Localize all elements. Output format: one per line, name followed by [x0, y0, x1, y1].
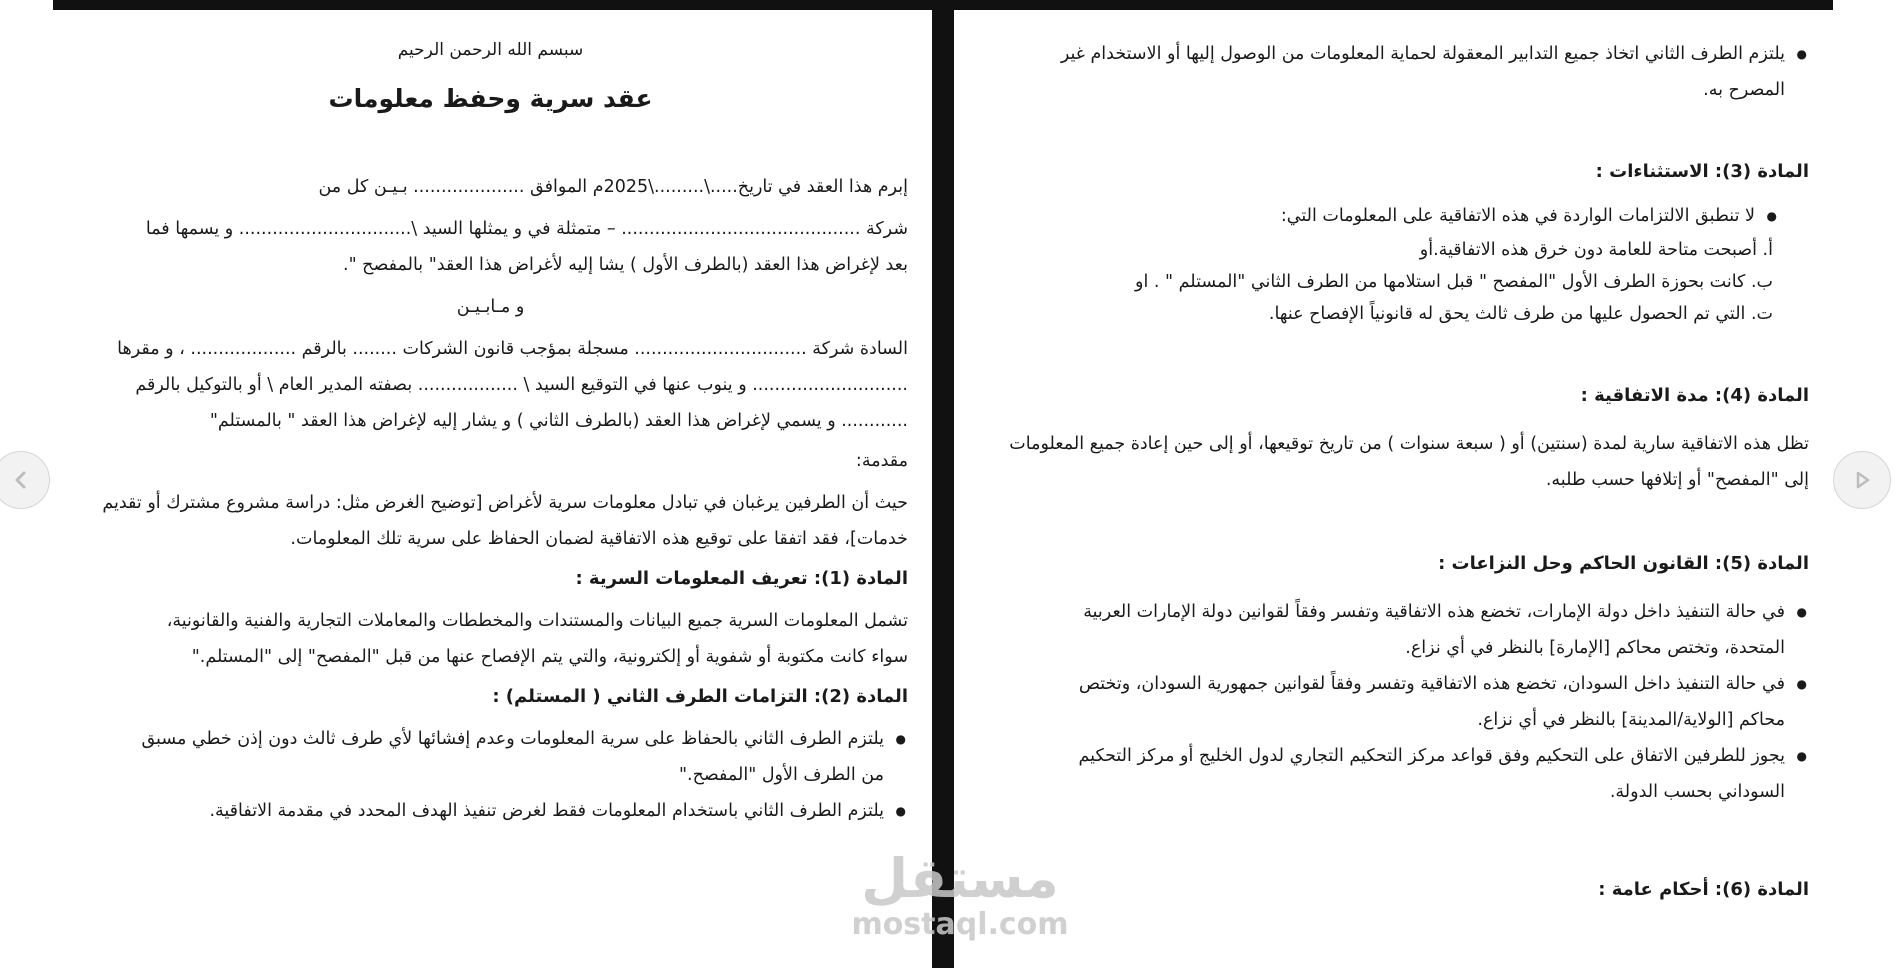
article-2-bullet-3-line-2: المصرح به.	[1703, 80, 1785, 100]
intro-line: إبرم هذا العقد في تاريخ.....\.........\2025م الموافق .................... بـيـن كل من	[318, 177, 908, 197]
article-4-heading: المادة (4): مدة الاتفاقية :	[1580, 385, 1809, 406]
article-5-bullet-3-line-2: السوداني بحسب الدولة.	[1609, 782, 1785, 802]
article-6-heading: المادة (6): أحكام عامة :	[1598, 879, 1809, 900]
preamble-line-2: خدمات]، فقد اتفقا على توقيع هذه الاتفاقية لضمان الحفاظ على سرية تلك المعلومات.	[290, 529, 908, 549]
next-page-button[interactable]	[1833, 451, 1891, 509]
preamble-line-1: حيث أن الطرفين يرغبان في تبادل معلومات سرية لأغراض [توضيح الغرض مثل: دراسة مشروع مشترك أو تقديم	[102, 493, 908, 513]
between-label: و مـابـيـن	[456, 297, 525, 317]
article-5-heading: المادة (5): القانون الحاكم وحل النزاعات :	[1438, 553, 1809, 574]
article-2-bullet-1-line-1: يلتزم الطرف الثاني بالحفاظ على سرية المعلومات وعدم إفشائها لأي طرف ثالث دون إذن خطي مسبق	[141, 729, 884, 749]
article-5-bullet-3-line-1: يجوز للطرفين الاتفاق على التحكيم وفق قواعد مركز التحكيم التجاري لدول الخليج أو مركز التحكيم	[1078, 746, 1785, 766]
document-page-left	[53, 10, 932, 968]
play-right-icon	[1850, 468, 1874, 492]
article-2-list-continued	[978, 36, 1809, 108]
article-2-bullet-2: يلتزم الطرف الثاني باستخدام المعلومات فقط لغرض تنفيذ الهدف المحدد في مقدمة الاتفاقية.	[209, 801, 884, 821]
article-5-list	[978, 594, 1809, 810]
article-2-heading: المادة (2): التزامات الطرف الثاني ( المستلم) :	[492, 686, 908, 707]
article-1-line-2: سواء كانت مكتوبة أو شفوية أو إلكترونية، والتي يتم الإفصاح عنها من قبل "المفصح" إلى "المستلم."	[191, 647, 908, 667]
article-1-heading: المادة (1): تعريف المعلومات السرية :	[575, 568, 908, 589]
previous-page-button[interactable]	[0, 451, 50, 509]
chevron-left-icon	[9, 468, 33, 492]
list-item	[73, 793, 884, 829]
article-2-list	[73, 721, 908, 829]
article-3-bullet: لا تنطبق الالتزامات الواردة في هذه الاتفاقية على المعلومات التي:	[1280, 206, 1755, 226]
party-two-line-3: ............ و يسمي لإغراض هذا العقد (بالطرف الثاني ) و يشار إليه لإغراض هذا العقد " بالمستلم"	[209, 411, 908, 431]
list-item	[978, 36, 1785, 108]
list-item	[978, 666, 1785, 738]
article-5-bullet-1-line-2: المتحدة، وتختص محاكم [الإمارة] بالنظر في أي نزاع.	[1405, 638, 1785, 658]
party-two-line-1: السادة شركة ............................... مسجلة بمؤجب قانون الشركات ........ بالرقم ................... ، و مقرها	[117, 339, 908, 359]
page-divider	[932, 0, 954, 968]
article-5-bullet-2-line-2: محاكم [الولاية/المدينة] بالنظر في أي نزاع.	[1477, 710, 1785, 730]
document-title: عقد سرية وحفظ معلومات	[328, 84, 653, 113]
list-item	[73, 721, 884, 793]
article-3-item-a: أ. أصبحت متاحة للعامة دون خرق هذه الاتفاقية.أو	[1419, 240, 1773, 260]
article-3-item-c: ت. التي تم الحصول عليها من طرف ثالث يحق له قانونياً الإفصاح عنها.	[1268, 304, 1773, 324]
list-item	[978, 198, 1755, 234]
article-3-heading: المادة (3): الاستثناءات :	[1595, 161, 1809, 182]
article-3-item-b: ب. كانت بحوزة الطرف الأول "المفصح " قبل استلامها من الطرف الثاني "المستلم " . او	[1135, 272, 1773, 292]
article-5-bullet-1-line-1: في حالة التنفيذ داخل دولة الإمارات، تخضع هذه الاتفاقية وتفسر وفقاً لقوانين دولة الإمارات العربية	[1083, 602, 1785, 622]
list-item	[978, 738, 1785, 810]
party-one-line-1: شركة ........................................... – متمثلة في و يمثلها السيد \............................... و يسمها فما	[145, 219, 908, 239]
party-two-line-2: ............................ و ينوب عنها في التوقيع السيد \ .................. بصفته المدير العام \ أو بالتوكيل بالرقم	[135, 375, 908, 395]
party-one-line-2: بعد لإغراض هذا العقد (بالطرف الأول ) يشا إليه لأغراض هذا العقد" بالمفصح ".	[343, 255, 908, 275]
article-2-bullet-1-line-2: من الطرف الأول "المفصح."	[678, 765, 884, 785]
article-3-list	[978, 198, 1809, 234]
article-5-bullet-2-line-1: في حالة التنفيذ داخل السودان، تخضع هذه الاتفاقية وتفسر وفقاً لقوانين جمهورية السودان، وتختص	[1078, 674, 1785, 694]
article-4-line-2: إلى "المفصح" أو إتلافها حسب طلبه.	[1545, 470, 1809, 490]
basmala: سبسم الله الرحمن الرحيم	[397, 40, 584, 60]
watermark-latin: mostaql.com	[851, 907, 1069, 942]
document-page-right	[954, 10, 1833, 968]
article-2-bullet-3-line-1: يلتزم الطرف الثاني اتخاذ جميع التدابير المعقولة لحماية المعلومات من الوصول إليها أو الاستخدام غير	[1060, 44, 1785, 64]
article-1-line-1: تشمل المعلومات السرية جميع البيانات والمستندات والمخططات والمعاملات التجارية والفنية والقانونية،	[166, 611, 908, 631]
watermark-arabic: مستقل	[861, 847, 1059, 910]
preamble-label: مقدمة:	[855, 451, 908, 471]
list-item	[978, 594, 1785, 666]
article-4-line-1: تظل هذه الاتفاقية سارية لمدة (سنتين) أو ( سبعة سنوات ) من تاريخ توقيعها، أو إلى حين إعادة جميع المعلومات	[1009, 434, 1809, 454]
